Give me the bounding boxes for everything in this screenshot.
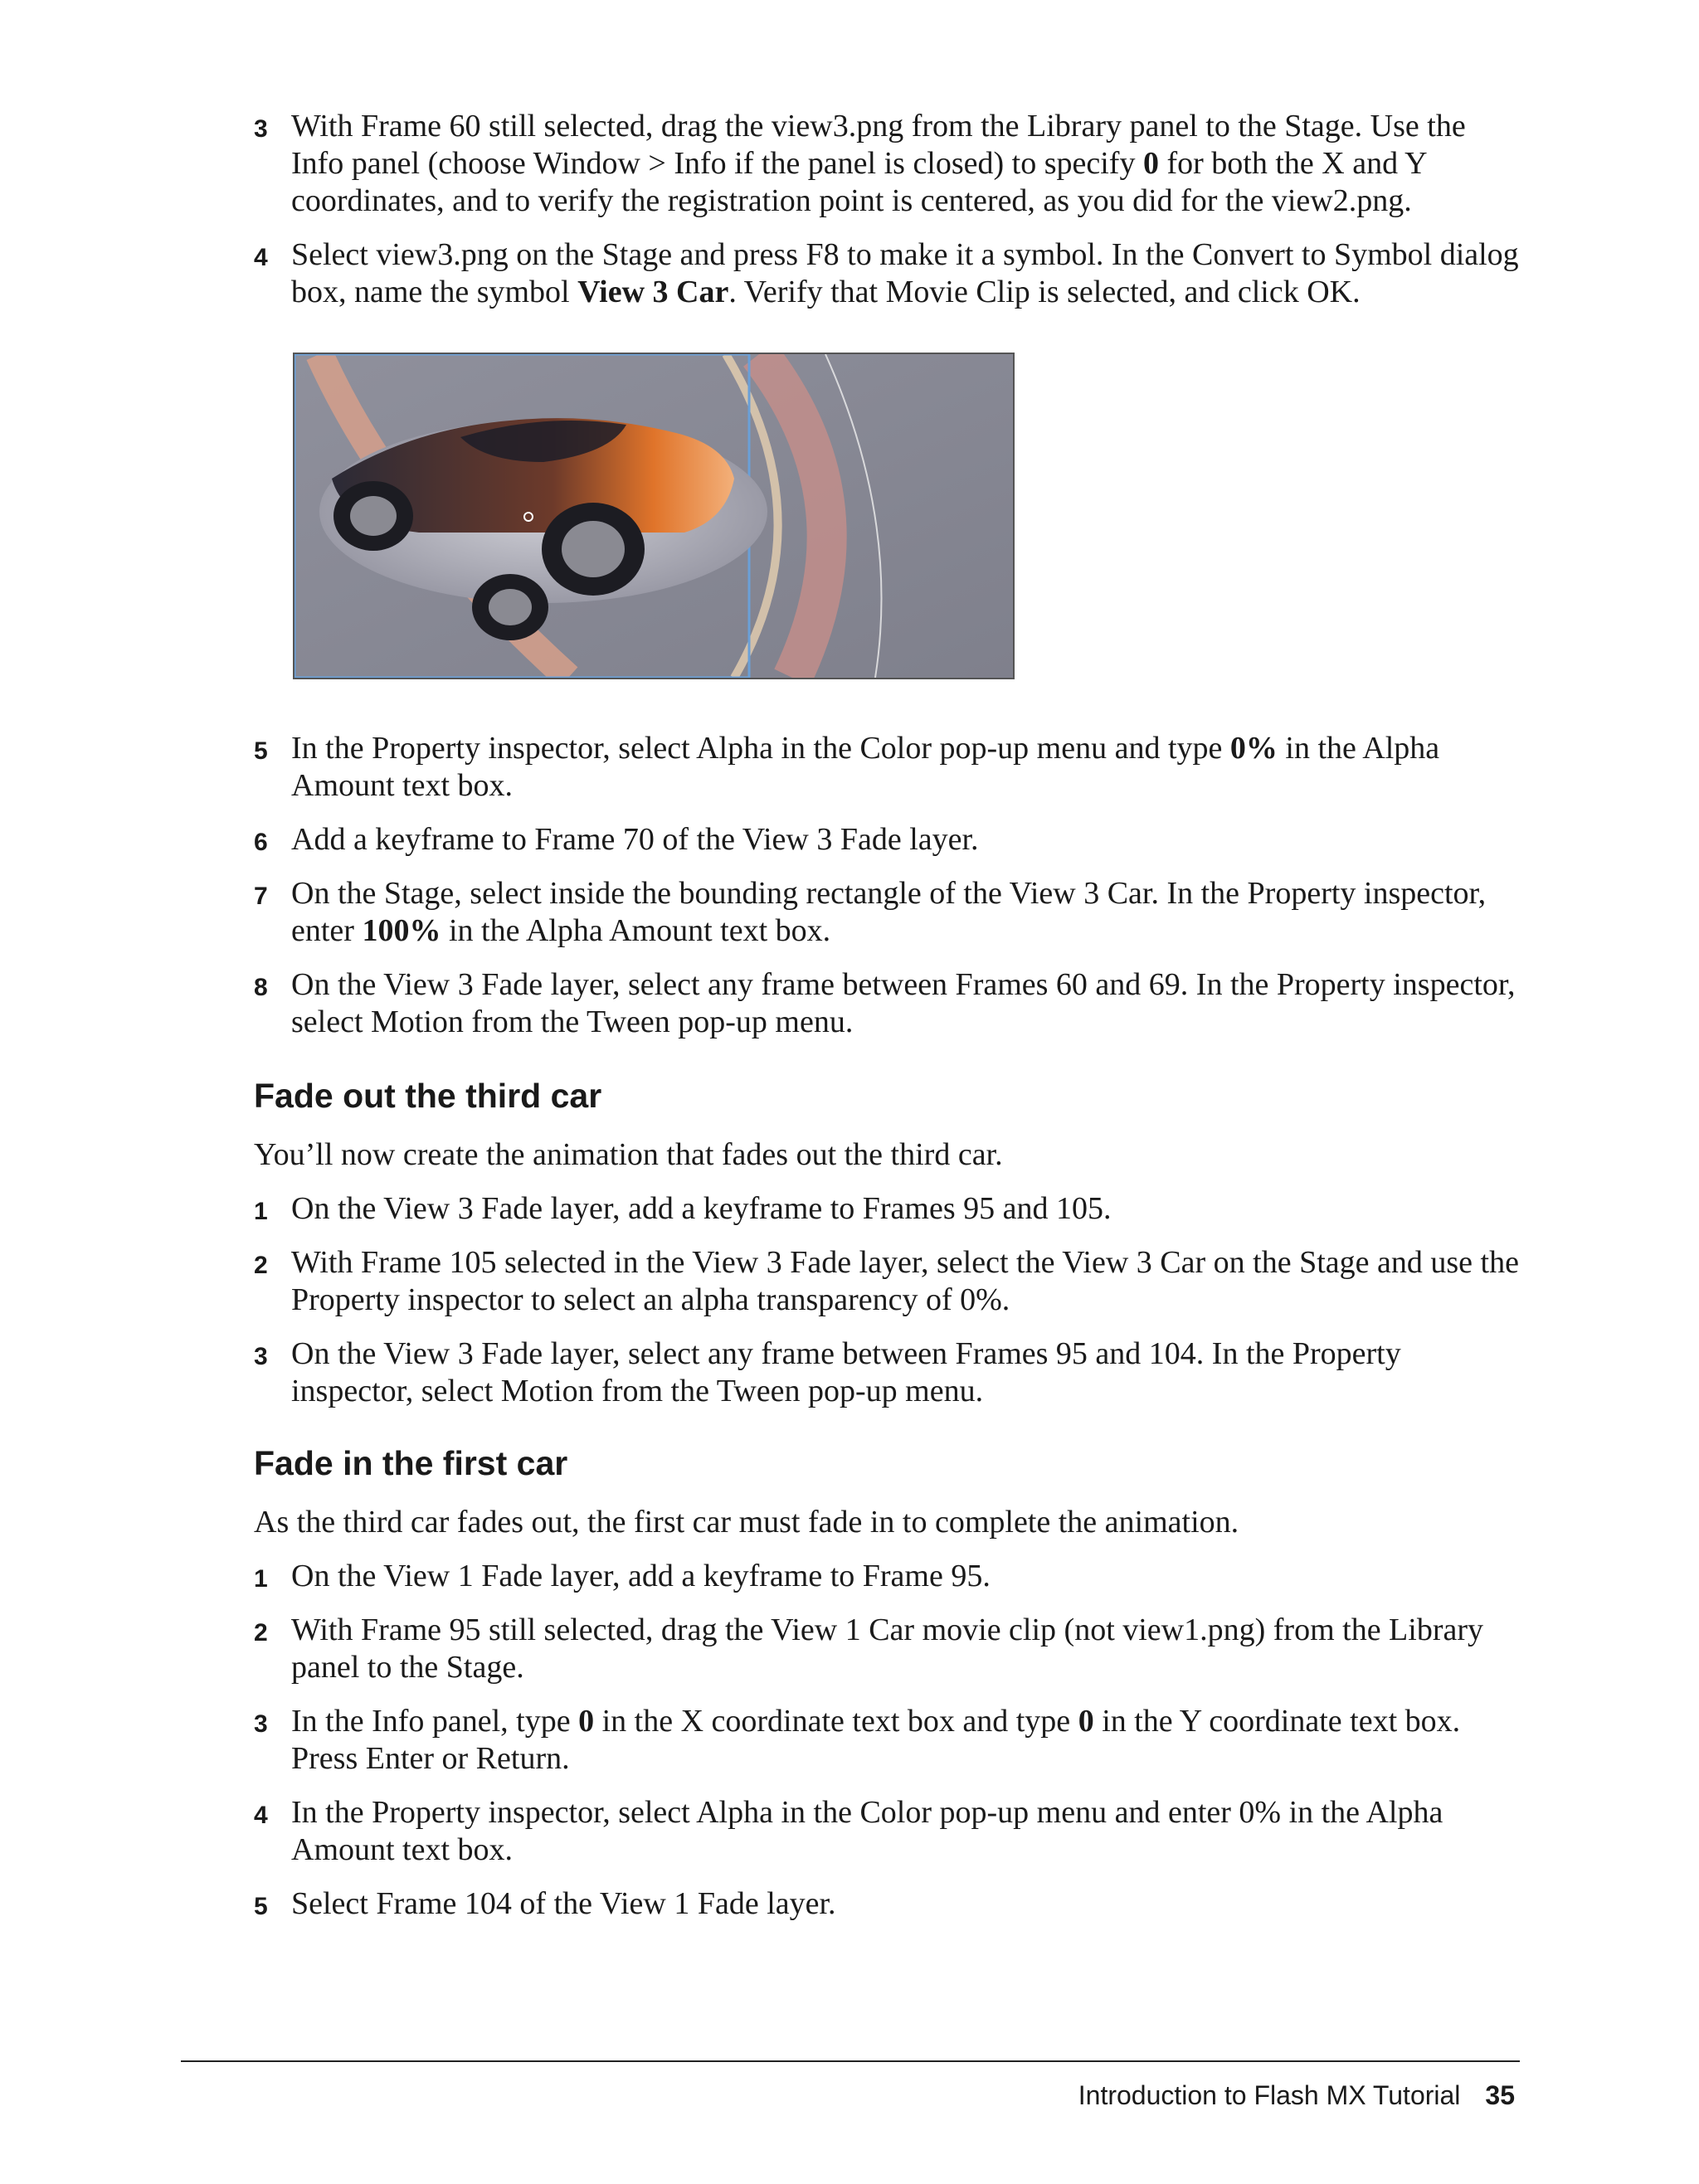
- step-number: 8: [254, 974, 268, 1001]
- step-item: [254, 875, 1523, 950]
- step-text: On the View 3 Fade layer, add a keyframe to Frames 95 and 105.: [291, 1191, 1112, 1226]
- step-text: in the Y coordinate text box. Press Enter or Return.: [291, 1704, 1461, 1776]
- step-emphasis: 0: [1078, 1704, 1094, 1739]
- car-illustration: [295, 354, 1013, 678]
- step-emphasis: View 3 Car: [577, 275, 729, 309]
- step-number: 2: [254, 1619, 268, 1647]
- step-item: [254, 108, 1523, 220]
- steps-list-a: [254, 108, 1523, 328]
- steps-list-fade-out: [254, 1190, 1523, 1427]
- step-text: . Verify that Movie Clip is selected, and click OK.: [728, 275, 1361, 309]
- step-text: On the View 3 Fade layer, select any frame between Frames 60 and 69. In the Property inspector, select Motion from the Tween pop-up menu.: [291, 967, 1516, 1039]
- step-text: Select view3.png on the Stage and press F8 to make it a symbol. In the Convert to Symbol dialog box, name the symbol: [291, 237, 1519, 309]
- step-text: With Frame 95 still selected, drag the View 1 Car movie clip (not view1.png) from the Library panel to the Stage.: [291, 1612, 1484, 1685]
- step-text: in the Alpha Amount text box.: [291, 731, 1440, 803]
- section-intro-fade-out: You’ll now create the animation that fades out the third car.: [254, 1137, 1003, 1172]
- footer-divider: [181, 2060, 1520, 2062]
- section-intro-fade-in: As the third car fades out, the first car must fade in to complete the animation.: [254, 1505, 1239, 1540]
- step-number: 3: [254, 1343, 268, 1370]
- step-number: 7: [254, 883, 268, 910]
- section-heading-fade-in: Fade in the first car: [254, 1444, 568, 1482]
- step-text: In the Info panel, type: [291, 1704, 579, 1739]
- step-number: 6: [254, 829, 268, 856]
- step-item: [254, 1703, 1523, 1778]
- step-text: Select Frame 104 of the View 1 Fade layer.: [291, 1886, 836, 1921]
- step-item: [254, 821, 1523, 859]
- step-item: [254, 1335, 1523, 1410]
- step-number: 3: [254, 115, 268, 143]
- step-item: [254, 1190, 1523, 1228]
- step-emphasis: 100%: [362, 913, 441, 948]
- step-item: [254, 1794, 1523, 1869]
- step-emphasis: 0%: [1229, 731, 1278, 766]
- step-text: With Frame 105 selected in the View 3 Fade layer, select the View 3 Car on the Stage and use the Property inspector to select an alpha transparency of 0%.: [291, 1245, 1519, 1317]
- step-text: for both the X and Y coordinates, and to verify the registration point is centered, as you did for the view2.png.: [291, 146, 1427, 218]
- step-item: [254, 730, 1523, 805]
- section-heading-fade-out: Fade out the third car: [254, 1077, 602, 1115]
- page-footer: [1078, 2080, 1515, 2111]
- steps-list-fade-in: [254, 1558, 1523, 1939]
- page-number: 35: [1485, 2080, 1515, 2110]
- step-text: In the Property inspector, select Alpha in the Color pop-up menu and type: [291, 731, 1230, 766]
- step-item: [254, 236, 1523, 311]
- step-text: On the Stage, select inside the bounding rectangle of the View 3 Car. In the Property inspector, enter: [291, 876, 1487, 948]
- step-number: 4: [254, 1802, 268, 1829]
- step-text: Add a keyframe to Frame 70 of the View 3 Fade layer.: [291, 822, 979, 857]
- step-item: [254, 966, 1523, 1041]
- step-emphasis: 0: [578, 1704, 595, 1739]
- step-item: [254, 1885, 1523, 1923]
- step-number: 1: [254, 1565, 268, 1593]
- step-item: [254, 1558, 1523, 1595]
- step-number: 3: [254, 1710, 268, 1738]
- step-number: 1: [254, 1198, 268, 1225]
- step-number: 2: [254, 1252, 268, 1279]
- step-number: 5: [254, 1893, 268, 1920]
- step-text: in the X coordinate text box and type: [594, 1704, 1078, 1739]
- step-text: In the Property inspector, select Alpha in the Color pop-up menu and enter 0% in the Alpha Amount text box.: [291, 1795, 1443, 1867]
- step-text: With Frame 60 still selected, drag the view3.png from the Library panel to the Stage. Use the Info panel (choose Window > Info if the panel is closed) to specify: [291, 109, 1466, 181]
- step-text: On the View 3 Fade layer, select any frame between Frames 95 and 104. In the Property inspector, select Motion from the Tween pop-up menu.: [291, 1336, 1401, 1408]
- step-item: [254, 1612, 1523, 1686]
- step-emphasis: 0: [1142, 146, 1159, 181]
- stage-car-figure: [293, 353, 1015, 679]
- step-number: 4: [254, 244, 268, 271]
- footer-title: Introduction to Flash MX Tutorial: [1078, 2080, 1461, 2110]
- step-text: On the View 1 Fade layer, add a keyframe to Frame 95.: [291, 1559, 991, 1593]
- step-text: in the Alpha Amount text box.: [441, 913, 831, 948]
- step-number: 5: [254, 737, 268, 765]
- steps-list-b: [254, 730, 1523, 1058]
- step-item: [254, 1244, 1523, 1319]
